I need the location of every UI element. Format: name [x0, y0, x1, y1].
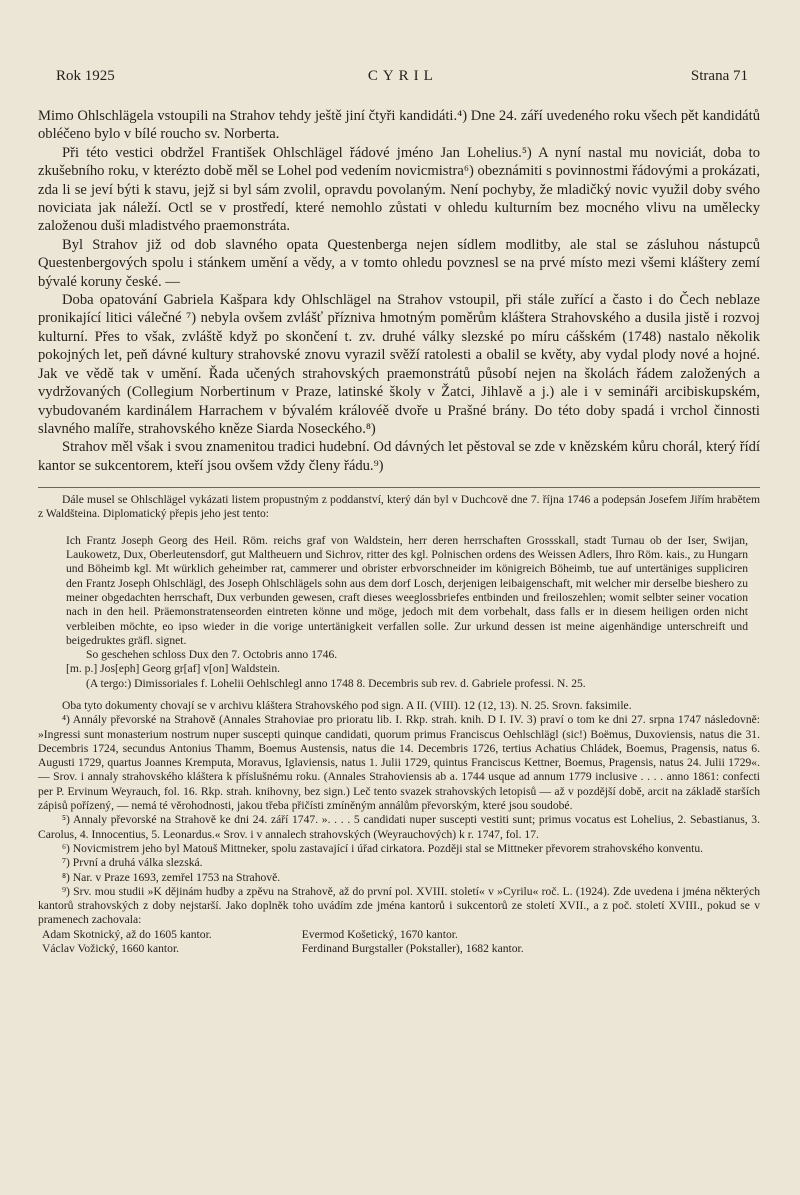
footnote-intro: Dále musel se Ohlschlägel vykázati listem propustným z poddanství, který dán byl v Duchcově dne 7. října 1746 a podepsán Josefem Jiřím hrabětem z Waldšteina. Diplomatický přepis jeho jest tento: [38, 493, 760, 521]
main-text [38, 107, 760, 475]
header-page-number: Strana 71 [690, 68, 748, 84]
footnote-divider [38, 487, 760, 488]
footnote: ⁸) Nar. v Praze 1693, zemřel 1753 na Strahově. [62, 870, 281, 884]
paragraph: Doba opatování Gabriela Kašpara kdy Ohlschlägel na Strahov vstoupil, při stále zuřící a často i do Čech neblaze pronikající litici válečné ⁷) nebyla ovšem zvlášť přízniva hmotným poměrům kláštera Strahovského a dusila jistě i rozvoj kulturní. Přes to však, zvláště když po skončení t. zv. druhé války slezské po míru cášském (1748) nastalo několik pokojných let, peň dávné kultury strahovské znovu vyrazil svěží ratolesti a obalil se květy, aby vydal plody nové a hojné. Jak ve vědě tak v umění. Řada učených strahovských praemonstrátů působí nejen na školách řádem založených a vydržovaných (Collegium Norbertinum v Praze, latinské školy v Žatci, Jihlavě a j.) ale i v semináři arcibiskupském, vybudovaném kardinálem Harrachem v bývalém královéě dvoře u Prašné brány. Do této doby spadá i vrchol činnosti slavného malíře, strahovského kněze Siarda Noseckého.⁸) [38, 292, 760, 437]
header-year: Rok 1925 [56, 68, 115, 84]
cantor-entry: Václav Vožický, 1660 kantor. [42, 942, 180, 956]
cantor-entry: Ferdinand Burgstaller (Pokstaller), 1682 kantor. [301, 942, 524, 956]
footnote: ⁶) Novicmistrem jeho byl Matouš Mittneker, spolu zastavající i úřad cirkatora. Později stal se Mittneker převorem strahovského konventu. [62, 841, 704, 855]
cantor-column-right [302, 928, 524, 957]
footnotes [38, 493, 760, 928]
quote-tergo: (A tergo:) Dimissoriales f. Lohelii Oehlschlegl anno 1748 8. Decembris sub rev. d. Gabriele professi. N. 25. [86, 676, 586, 690]
cantor-column-left [42, 928, 212, 957]
page-header [38, 68, 760, 85]
cantor-entry: Adam Skotnický, až do 1605 kantor. [42, 927, 212, 941]
footnote: ⁹) Srv. mou studii »K dějinám hudby a zpěvu na Strahově, až do první pol. XVIII. století« v »Cyrilu« roč. L. (1924). Zde uvedena i jména některých kantorů strahovských z doby nejstarší. Jako doplněk toho uvádím zde jména kantorů i sukcentorů ze století XVII., a z poč. století XVIII., pokud se v pramenech zachovala: [38, 884, 760, 927]
cantor-list [38, 928, 760, 957]
paragraph: Strahov měl však i svou znamenitou tradici hudební. Od dávných let pěstoval se zde v knězském kůru chorál, který řídí kantor se sukcentorem, kteří jsou ovšem vždy členy řádu.⁹) [38, 439, 760, 474]
paragraph: Byl Strahov již od dob slavného opata Questenberga nejen sídlem modlitby, ale stal se zásluhou nástupců Questenbergových spolu i stánkem umění a vědy, a v tomto ohledu povznesl se na prvé místo mezi všemi kláštery zemí bývalé koruny české. — [38, 236, 760, 290]
header-journal-title: CYRIL [367, 68, 438, 84]
paragraph: Při této vestici obdržel František Ohlschlägel řádové jméno Jan Lohelius.⁵) A nyní nastal mu noviciát, doba to zkušebního roku, v kterézto době měl se Lohel pod vedením novicmistra⁶) obeznámiti s povinnostmi řádovými a prokázati, zda li se jeví býti k stavu, jejž si byl sám zvolil, opravdu povolaným. Není pochyby, že mladičký novic využil doby svého noviciata jak náleží. Octl se v prostředí, které nemohlo zůstati v ohledu kulturním bez mocného vlivu na umělecky založenou duši mladistvého praemonstráta. [38, 144, 760, 235]
footnote: Oba tyto dokumenty chovají se v archivu kláštera Strahovského pod sign. A II. (VIII). 12 (12, 13). N. 25. Srovn. faksimile. [62, 698, 632, 712]
german-document-quote [38, 522, 760, 691]
quote-text: Ich Frantz Joseph Georg des Heil. Röm. reichs graf von Waldstein, herr deren herrschaften Grossskall, stadt Turnau ob der Iser, Swijan, Laukowetz, Dux, Oberleutensdorf, gut Maltheuern und Sichrov, ritter des kgl. Polnischen ordens des Weissen Adlers, Ihro Röm. kais., zu Hungarn und Böheimb kgl. Mt würklich geheimber rat, cammerer und obrister erbvorschneider im königreich Böheimb, tue auf untertäniges suppliciren den Frantz Joseph Ohlschlägl, des Joseph Ohlschlägels sohn aus dem dorf Losch, derjenigen leibaigenschaft, mit welcher mir derselbe bieshero zu meiner obgedachten herrschaft, Dux verbunden gewesen, craft dieses weeglossbriefes entbinden und freiloszehlen; womit selbter seiner vocation nach in den heil. Präemonstratenseorden eintreten könne und möge, jedoch mit dem vorbehalt, dass falls er in diesem heiligen orden nicht verbleiben möchte, eo ipso wieder in die vorige untertänigkeit verfallen solle. Zur urkund dessen ist meine aigenhändige unterschreift und beigedruktes gräfl. signet. [66, 533, 748, 647]
footnote: ⁵) Annaly převorské na Strahově ke dni 24. září 1747. ». . . . 5 candidati nuper suscepti vestiti sunt; primus vocatus est Lohelius, 2. Sebastianus, 3. Carolus, 4. Innocentius, 5. Leonardus.« Srov. i v annalech strahovských (Weyrauchových) k r. 1747, fol. 17. [38, 813, 760, 841]
quote-closing: So geschehen schloss Dux den 7. Octobris anno 1746. [86, 648, 338, 662]
cantor-entry: Evermod Košetický, 1670 kantor. [301, 927, 458, 941]
footnote: ⁴) Annály převorské na Strahově (Annales Strahoviae pro prioratu lib. I. Rkp. strah. knih. D I. IV. 3) praví o tom ke dni 27. srpna 1747 následovně: »Ingressi sunt monasterium nostrum nuper suscepti quinque candidati, quorum primus Franciscus Oehlschlägl (sic!) Boëmus, Duxoviensis, natus die 31. Decembris 1724, secundus Antonius Thamm, Boemus Austensis, natus die 14. Decembris 1726, tertius Achatius Chládek, Boemus, Pragensis, natus 6. Augusti 1729, quartus Joannes Kremputa, Moravus, Iglaviensis, natus 1. Julii 1729, quintus Franciscus Kettner, Boemus, Pragensis, natus 24. Julii 1729«. — Srov. i annaly strahovského kláštera k příslušnému roku. (Annales Strahoviensis ab a. 1744 usque ad annum 1779 inclusive . . . . anno 1861: confecti per P. Ervinum Weyrauch, fol. 16. Rkp. strah. knihovny, bez sign.) Leč tento svazek strahovských letopisů — až v pozdější době, arcit na základě starších zápisů pořízený, — nemá té věrohodnosti, jakou třeba přičísti zmíněným annálům převorským, které jsou soudobé. [38, 713, 760, 813]
footnote: ⁷) První a druhá válka slezská. [62, 856, 203, 870]
paragraph: Mimo Ohlschlägela vstoupili na Strahov tehdy ještě jiní čtyři kandidáti.⁴) Dne 24. září uvedeného roku všech pět kandidátů obléčeno bylo v bílé roucho sv. Norberta. [38, 108, 760, 143]
quote-signature: [m. p.] Jos[eph] Georg gr[af] v[on] Waldstein. [66, 662, 281, 676]
